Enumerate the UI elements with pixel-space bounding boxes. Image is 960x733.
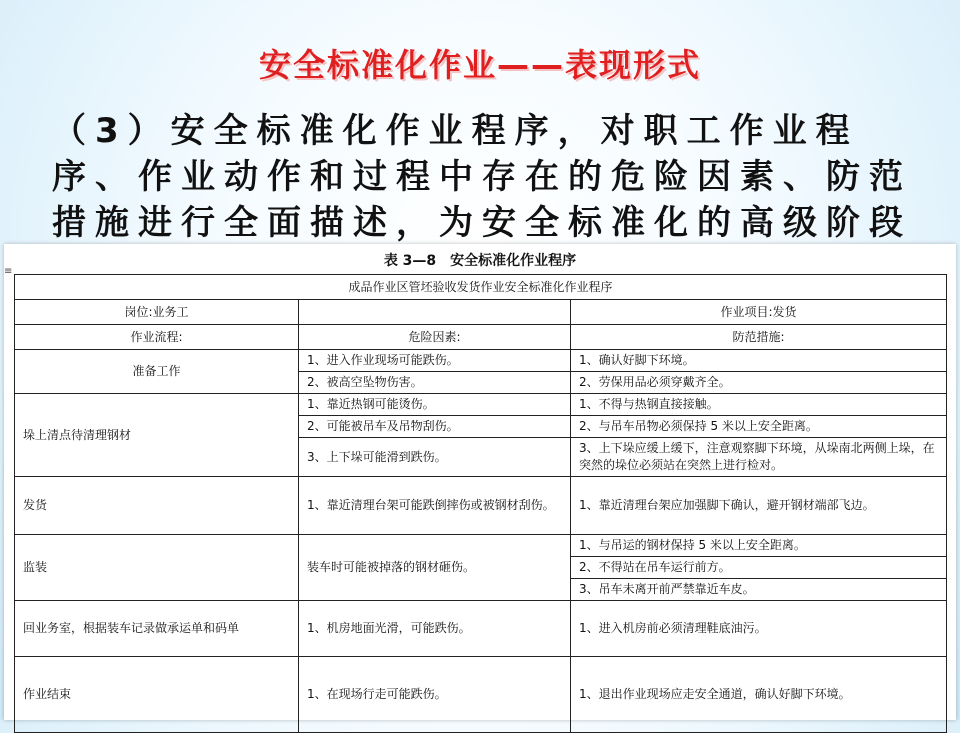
hazard-cell: 1、靠近热钢可能烫伤。: [299, 394, 571, 416]
hazard-cell: 1、靠近清理台架可能跌倒摔伤或被钢材刮伤。: [299, 477, 571, 535]
hazard-cell: 2、被高空坠物伤害。: [299, 372, 571, 394]
measure-cell: 1、靠近清理台架应加强脚下确认，避开钢材端部飞边。: [571, 477, 947, 535]
hazard-cell: 1、进入作业现场可能跌伤。: [299, 350, 571, 372]
table-row: [15, 394, 947, 416]
measure-cell: 3、上下垛应缓上缓下，注意观察脚下环境，从垛南北两侧上垛，在突然的垛位必须站在突然上进行检对。: [571, 438, 947, 477]
margin-mark: ≡: [4, 266, 13, 277]
column-header-hazard: 危险因素:: [299, 325, 571, 350]
post-label: 岗位:业务工: [15, 300, 299, 325]
table-row: [15, 325, 947, 350]
hazard-cell: 1、机房地面光滑，可能跌伤。: [299, 601, 571, 657]
measure-cell: 1、退出作业现场应走安全通道，确认好脚下环境。: [571, 657, 947, 733]
table-row: [15, 535, 947, 557]
measure-cell: 1、不得与热钢直接接触。: [571, 394, 947, 416]
column-header-measure: 防范措施:: [571, 325, 947, 350]
measure-cell: 1、进入机房前必须清理鞋底油污。: [571, 601, 947, 657]
table-row: [15, 601, 947, 657]
hazard-cell: 1、在现场行走可能跌伤。: [299, 657, 571, 733]
flow-cell: 发货: [15, 477, 299, 535]
table-row: [15, 275, 947, 300]
table-row: [15, 300, 947, 325]
hazard-cell: 2、可能被吊车及吊物刮伤。: [299, 416, 571, 438]
project-label: 作业项目:发货: [571, 300, 947, 325]
measure-cell: 1、与吊运的钢材保持 5 米以上安全距离。: [571, 535, 947, 557]
hazard-cell: 3、上下垛可能滑到跌伤。: [299, 438, 571, 477]
table-row: [15, 477, 947, 535]
table-heading: 成品作业区管坯验收发货作业安全标准化作业程序: [15, 275, 947, 300]
table-row: [15, 350, 947, 372]
flow-cell: 垛上清点待清理钢材: [15, 394, 299, 477]
measure-cell: 2、与吊车吊物必须保持 5 米以上安全距离。: [571, 416, 947, 438]
flow-cell: 监装: [15, 535, 299, 601]
column-header-flow: 作业流程:: [15, 325, 299, 350]
slide-title: 安全标准化作业——表现形式: [258, 46, 701, 84]
procedure-table: [14, 274, 947, 733]
measure-cell: 2、劳保用品必须穿戴齐全。: [571, 372, 947, 394]
intro-paragraph: （3）安全标准化作业程序，对职工作业程序、作业动作和过程中存在的危险因素、防范措施进行全面描述，为安全标准化的高级阶段: [52, 111, 912, 243]
document-panel: [4, 244, 956, 720]
table-caption: 表 3—8 安全标准化作业程序: [383, 253, 577, 269]
flow-cell: 作业结束: [15, 657, 299, 733]
empty-cell: [299, 300, 571, 325]
flow-cell: 准备工作: [15, 350, 299, 394]
flow-cell: 回业务室，根据装车记录做承运单和码单: [15, 601, 299, 657]
measure-cell: 2、不得站在吊车运行前方。: [571, 557, 947, 579]
hazard-cell: 装车时可能被掉落的钢材砸伤。: [299, 535, 571, 601]
measure-cell: 1、确认好脚下环境。: [571, 350, 947, 372]
measure-cell: 3、吊车未离开前严禁靠近车皮。: [571, 579, 947, 601]
table-row: [15, 657, 947, 733]
